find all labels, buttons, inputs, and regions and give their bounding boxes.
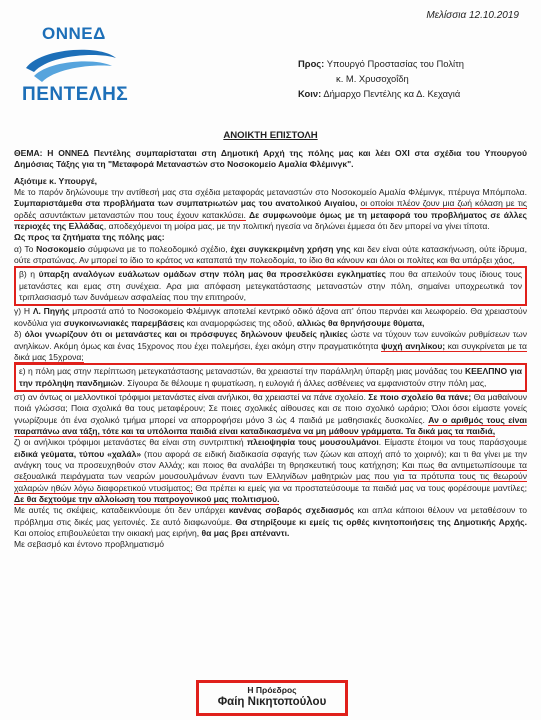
issues-title: Ως προς τα ζητήματα της πόλης μας: [14,232,165,243]
signature-role: Η Πρόεδρος [247,685,297,695]
paragraph-f: στ) αν όντως οι μελλοντικοί τρόφιμοι μετανάστες είναι ανήλικοι, θα χρειαστεί να πάνε σχολείο. Σε ποιο σχολείο θα πάνε; Θα μαθαίνουν ποιά γλώσσα; Ποια σχολικά θα τους μεταφέρουν; Σε ποιες σχολικές αίθουσες και σε ποιο σχολικό ωράριο; Όλοι όσοι είμαστε γονείς γνωρίζουμε ότι ένα σχολικό τμήμα μπορεί να απορροφήσει μόνο 3 ώς 4 παιδιά με μαθησιακές δυσκολίες. Αν ο αριθμός τους είναι παραπάνω ανα τάξη, τότε και τα υπόλοιπα παιδιά είναι καταδικασμένα να μη μάθουν γράμματα. Τα δικά μας τα παιδιά, [14,391,528,436]
paragraph-b-highlighted: β) η ύπαρξη αναλόγων ευάλωτων ομάδων στην πόλη μας θα προσελκύσει εγκληματίες που θα απειλούν τους ίδιους τους μετανάστες και εμας στη συνέχεια. Αρα μια απόφαση μετεγκατάστασης μεταναστών στην πόλη, σημαίνει υποχρεωτικά τον τριπλασιασμό των δυνάμεων ασφαλείας που την επιτηρούν, [14,266,527,306]
cc-label: Κοιν: [298,88,322,99]
letter-date: Μελίσσια 12.10.2019 [426,10,519,21]
paragraph-c: γ) Η Λ. Πηγής μπροστά από το Νοσοκομείο Φλέμινγκ αποτελεί κεντρικό οδικό άξονα απ' όπου περνάει και λεωφορείο. Θα χρειαστούν κονδύλια για συγκοινωνιακές παρεμβάσεις και αναμορφώσεις της οδού, αλλιώς θα θρηνήσουμε θύματα, [14,306,528,328]
paragraph-d: δ) όλοι γνωρίζουν ότι οι μετανάστες και οι πρόσφυγες δηλώνουν ψευδείς ηλικίες ώστε να τύχουν των ευνοϊκών ρυθμίσεων των ανηλίκων. Ακόμη όμως και ένας 15χρονος που έχει πολεμήσει, έχει ακόμη στην πραγματικότητα ψυχή ανηλίκου; και συγκρίνεται με τα δικά μας 15χρονα; [14,329,528,362]
underlined-passage: οι οποίοι πλέον ζουν μια ζωή κόλαση με τις ορδές ασυντάκτων μεταναστών που τους έχουν κατακλύσει. [14,198,527,220]
closing-line: Με σεβασμό και έντονο προβληματισμό [14,539,165,550]
letter-heading: ΑΝΟΙΚΤΗ ΕΠΙΣΤΟΛΗ [223,130,318,141]
signature-box [196,680,348,716]
signature-name: Φαίη Νικητοπούλου [217,696,327,708]
paragraph-a: α) Το Νοσοκομείο σύμφωνα με το πολεοδομικό σχέδιο, έχει συγκεκριμένη χρήση γης και δεν είναι ούτε κατασκήνωση, ούτε ίδρυμα, ούτε στρατώνας. Αν μπορεί το ίδιο το κράτος να καταπατά την πολεοδομία, το ίδιο θα κάνουν και όλοι οι πολίτες και θα υπάρξει χάος, [14,243,527,266]
paragraph-intro: Με το παρόν δηλώνουμε την αντίθεσή μας στα σχέδια μεταφοράς μεταναστών στο Νοσοκομείο Αμαλία Φλέμινγκ, πτέρυγα Μπόμπολα. Συμπαριστάμεθα στα προβλήματα των συμπατριωτών μας του ανατολικού Αιγαίου, οι οποίοι πλέον ζουν μια ζωή κόλαση με τις ορδές ασυντάκτων μεταναστών που τους έχουν κατακλύσει. Δε συμφωνούμε όμως με τη μεταφορά του προβλήματος σε άλλες περιοχές της Ελλάδας, αποδεχόμενοι τη μοίρα μας, με την πολιτική ηγεσία να δηλώνει έμμεσα ότι δεν μπορεί να γίνει τίποτα. [14,187,527,232]
logo-text-top: ΟΝΝΕΔ [42,24,106,43]
paragraph-closing: Με αυτές τις σκέψεις, καταδεικνύουμε ότι δεν υπάρχει κανένας σοβαρός σχεδιασμός και απλα κάποιοι θέλουν να μεταθέσουν το πρόβλημα στις δικές μας γειτονιές. Σε αυτό διαφωνούμε. Θα στηρίξουμε κι εμείς τις ορθές κινητοποιήσεις της Δημοτικής Αρχής. Και οποίος επιβουλεύεται την οικιακή μας ειρήνη, θα μας βρει απέναντι. [14,505,527,538]
letter-greeting: Αξιότιμε κ. Υπουργέ, [14,175,98,186]
to-line-1: Υπουργό Προστασίας του Πολίτη [326,58,465,69]
to-line-2: κ. Μ. Χρυσοχοΐδη [336,73,409,84]
letter-subject: ΘΕΜΑ: Η ΟΝΝΕΔ Πεντέλης συμπαρίσταται στη Δημοτική Αρχή της πόλης μας και λέει ΟΧΙ στα σχέδια του Υπουργού Δημόσιας Τάξης για τη "Μεταφορά Μεταναστών στο Νοσοκομείο Αμαλία Φλέμινγκ". [14,148,527,170]
cc-line: Δήμαρχο Πεντέλης κα Δ. Κεχαγιά [323,88,461,99]
paragraph-g: ζ) οι ανήλικοι τρόφιμοι μετανάστες θα είναι στη συντριπτική πλειοψηφία τους μουσουλμάνοι. Είμαστε έτοιμοι να τους παράσχουμε ειδικά γεύματα, τύπου «χαλάλ» (που αφορά σε ειδική διαδικασία σφαγής των ζώων και αποχή από το χοιρινό); και τι θα γίνει με την ανάγκη τους να προσευχηθούν στον Αλλάχ; και ποιος θα αναλάβει τη θρησκευτική τους κατήχηση; Και πως θα αντιμετωπίσουμε τα σεξουαλικά πειράγματα των νεαρών μουσουλμάνων έναντι των Ελληνίδων μαθητριών μας που για τα πρότυπα τους τις θεωρούν χαλαρών ηθών λόγω διαφορετικού ντυσίματος; Θα πρέπει κι εμείς για να προστατεύσουμε τα παιδιά μας να τους φορέσουμε μαντίλες; Δε θα δεχτούμε την αλλοίωση του πατρογονικού μας πολιτισμού. [14,437,527,504]
paragraph-e-highlighted: ε) η πόλη μας στην περίπτωση μετεγκατάστασης μεταναστών, θα χρειαστεί την παράλληλη ύπαρξη μιας μονάδας του ΚΕΕΛΠΝΟ για την πρόληψη πανδημιών. Σίγουρα δε θέλουμε η φυματίωση, η ευλογιά ή άλλες ασθένειες να εμφανιστούν στην πόλη μας, [14,363,527,392]
to-label: Προς: [298,58,325,69]
recipients-block [298,56,464,101]
logo-swoosh-icon [20,42,120,86]
logo-text-bottom: ΠΕΝΤΕΛΗΣ [22,84,129,105]
letter-body [14,148,527,551]
onned-logo [16,24,129,110]
